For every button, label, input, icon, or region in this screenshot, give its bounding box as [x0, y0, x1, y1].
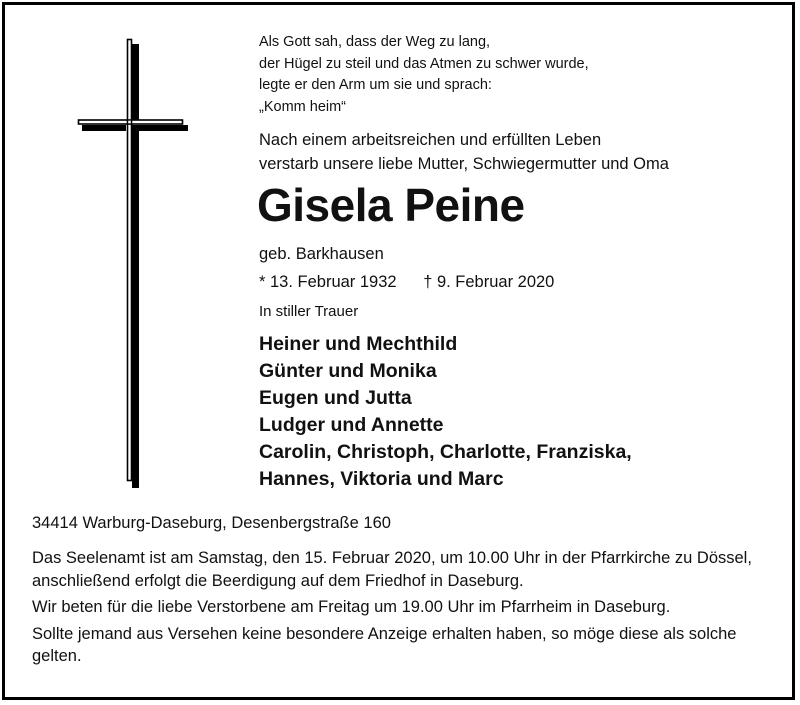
mourner-entry: Eugen und Jutta	[259, 387, 412, 409]
intro-line: Nach einem arbeitsreichen und erfüllten Leben	[259, 131, 602, 149]
mourner-entry: Ludger und Annette	[259, 414, 444, 436]
mourner-entry: Carolin, Christoph, Charlotte, Franziska,	[259, 441, 632, 463]
birth-date: * 13. Februar 1932	[259, 273, 397, 291]
maiden-name: geb. Barkhausen	[259, 245, 384, 263]
mourning-label: In stiller Trauer	[259, 303, 359, 320]
mourners-list	[259, 331, 632, 493]
deceased-name: Gisela Peine	[257, 179, 525, 231]
death-date: † 9. Februar 2020	[423, 273, 555, 291]
life-dates	[259, 271, 554, 293]
intro-line: verstarb unsere liebe Mutter, Schwiegermutter und Oma	[259, 155, 669, 173]
mourner-entry: Günter und Monika	[259, 360, 437, 382]
prayer-notice: Wir beten für die liebe Verstorbene am Freitag um 19.00 Uhr im Pfarrheim in Daseburg.	[32, 598, 671, 616]
poem	[259, 32, 589, 118]
poem-line: legte er den Arm um sie und sprach:	[259, 77, 492, 93]
intro-text	[259, 128, 669, 176]
cross-horizontal-shadow	[82, 125, 188, 131]
poem-line: „Komm heim“	[259, 98, 347, 115]
funeral-notice: Das Seelenamt ist am Samstag, den 15. Februar 2020, um 10.00 Uhr in der Pfarrkirche zu Dössel, anschließend erfolgt die Beerdigung auf dem Friedhof in Daseburg.	[32, 549, 752, 590]
notices	[32, 547, 772, 672]
poem-line: Als Gott sah, dass der Weg zu lang,	[259, 34, 491, 50]
poem-line: der Hügel zu steil und das Atmen zu schwer wurde,	[259, 55, 589, 72]
address: 34414 Warburg-Daseburg, Desenbergstraße 160	[32, 514, 391, 532]
mourner-entry: Hannes, Viktoria und Marc	[259, 468, 504, 490]
announcement-notice: Sollte jemand aus Versehen keine besondere Anzeige erhalten haben, so möge diese als solche gelten.	[32, 624, 737, 665]
cross-vertical-shadow	[132, 44, 139, 488]
mourner-entry: Heiner und Mechthild	[259, 333, 458, 355]
